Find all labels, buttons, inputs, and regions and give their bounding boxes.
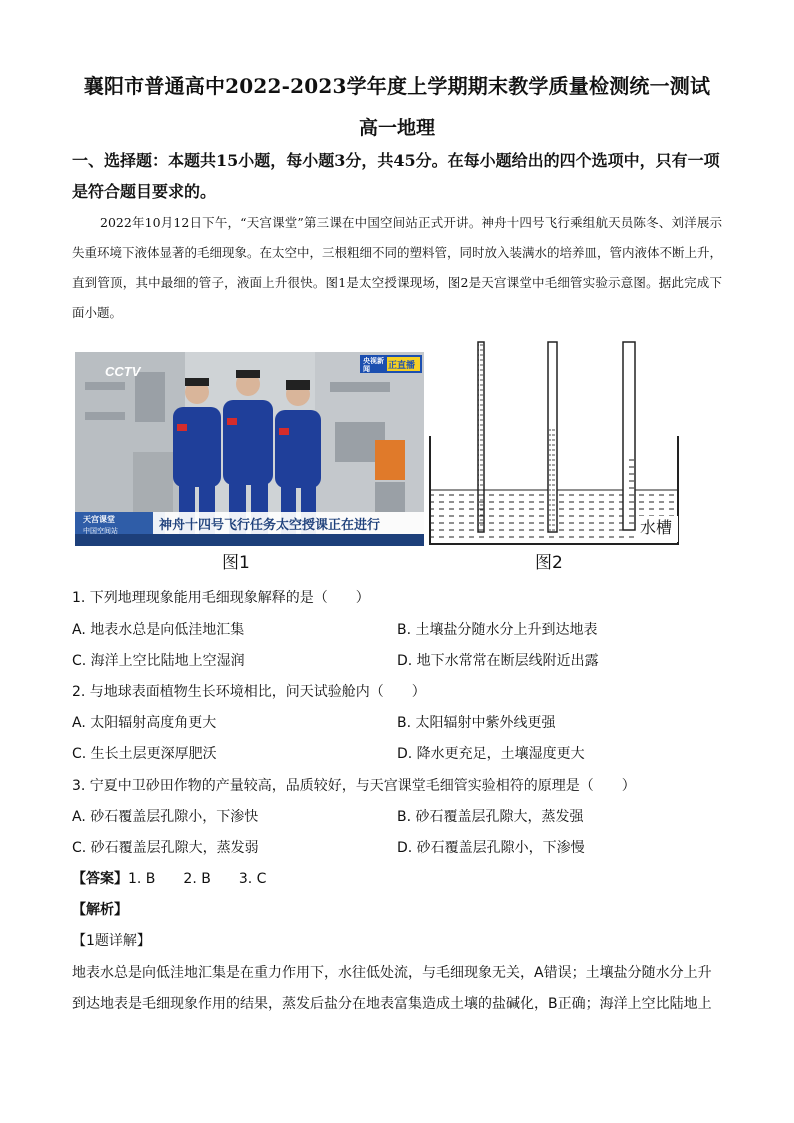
question-2-option-d: D. 降水更充足，土壤湿度更大 xyxy=(397,746,585,762)
question-1-option-c: C. 海洋上空比陆地上空湿润 xyxy=(72,653,245,669)
banner-small-2: 中国空间站 xyxy=(83,527,118,535)
live-badge: 正直播 xyxy=(388,361,416,371)
figure-2-caption: 图2 xyxy=(535,553,563,573)
question-1-stem: 1. 下列地理现象能用毛细现象解释的是（ ） xyxy=(72,590,370,606)
question-1-option-d: D. 地下水常常在断层线附近出露 xyxy=(397,653,599,669)
document-title: 襄阳市普通高中2022-2023学年度上学期期末教学质量检测统一测试 xyxy=(83,74,711,98)
news-badge: 央视新闻 xyxy=(363,357,384,373)
question-3-option-c: C. 砂石覆盖层孔隙大，蒸发弱 xyxy=(72,840,259,856)
answer-line xyxy=(72,868,266,888)
thin-tube xyxy=(478,342,484,532)
answer-values: 1. B 2. B 3. C xyxy=(128,871,267,887)
document-subtitle: 高一地理 xyxy=(358,117,435,139)
tank-label: 水槽 xyxy=(640,518,673,537)
detail-label: 【1题详解】 xyxy=(72,933,151,949)
figure-1-photo xyxy=(75,352,424,546)
question-3-option-b: B. 砂石覆盖层孔隙大，蒸发强 xyxy=(397,809,584,825)
question-1-option-a: A. 地表水总是向低洼地汇集 xyxy=(72,622,245,638)
question-3-stem: 3. 宁夏中卫砂田作物的产量较高，品质较好，与天宫课堂毛细管实验相符的原理是（ ） xyxy=(72,778,636,794)
detail-paragraph: 地表水总是向低洼地汇集是在重力作用下，水往低处流，与毛细现象无关，A错误；土壤盐分随水分上升到达地表是毛细现象作用的结果，蒸发后盐分在地表富集造成土壤的盐碱化，B正确；海洋上空比陆地上 xyxy=(72,965,712,1012)
question-3-option-a: A. 砂石覆盖层孔隙小，下渗快 xyxy=(72,809,259,825)
intro-paragraph: 2022年10月12日下午，“天宫课堂”第三课在中国空间站正式开讲。神舟十四号飞行乘组航天员陈冬、刘洋展示失重环境下液体显著的毛细现象。在太空中，三根粗细不同的塑料管，同时放入装满水的培养皿，管内液体不断上升，直到管顶，其中最细的管子，液面上升很快。图1是太空授课现场，图2是天宫课堂中毛细管实验示意图。据此完成下面小题。 xyxy=(72,215,723,320)
question-1-option-b: B. 土壤盐分随水分上升到达地表 xyxy=(397,622,598,638)
banner-small-1: 天宫课堂 xyxy=(83,515,115,524)
figure-1-caption: 图1 xyxy=(222,553,250,573)
cctv-logo: CCTV xyxy=(105,364,141,379)
banner-text: 神舟十四号飞行任务太空授课正在进行 xyxy=(159,518,381,533)
question-3-option-d: D. 砂石覆盖层孔隙小，下渗慢 xyxy=(397,840,585,856)
question-2-option-a: A. 太阳辐射高度角更大 xyxy=(72,715,217,731)
question-2-option-b: B. 太阳辐射中紫外线更强 xyxy=(397,715,556,731)
answer-label: 【答案】 xyxy=(72,871,128,887)
question-2-stem: 2. 与地球表面植物生长环境相比，问天试验舱内（ ） xyxy=(72,684,426,700)
analysis-label: 【解析】 xyxy=(72,902,128,918)
section-heading: 一、选择题：本题共15小题，每小题3分，共45分。在每小题给出的四个选项中，只有一项是符合题目要求的。 xyxy=(72,151,720,201)
question-2-option-c: C. 生长土层更深厚肥沃 xyxy=(72,746,217,762)
